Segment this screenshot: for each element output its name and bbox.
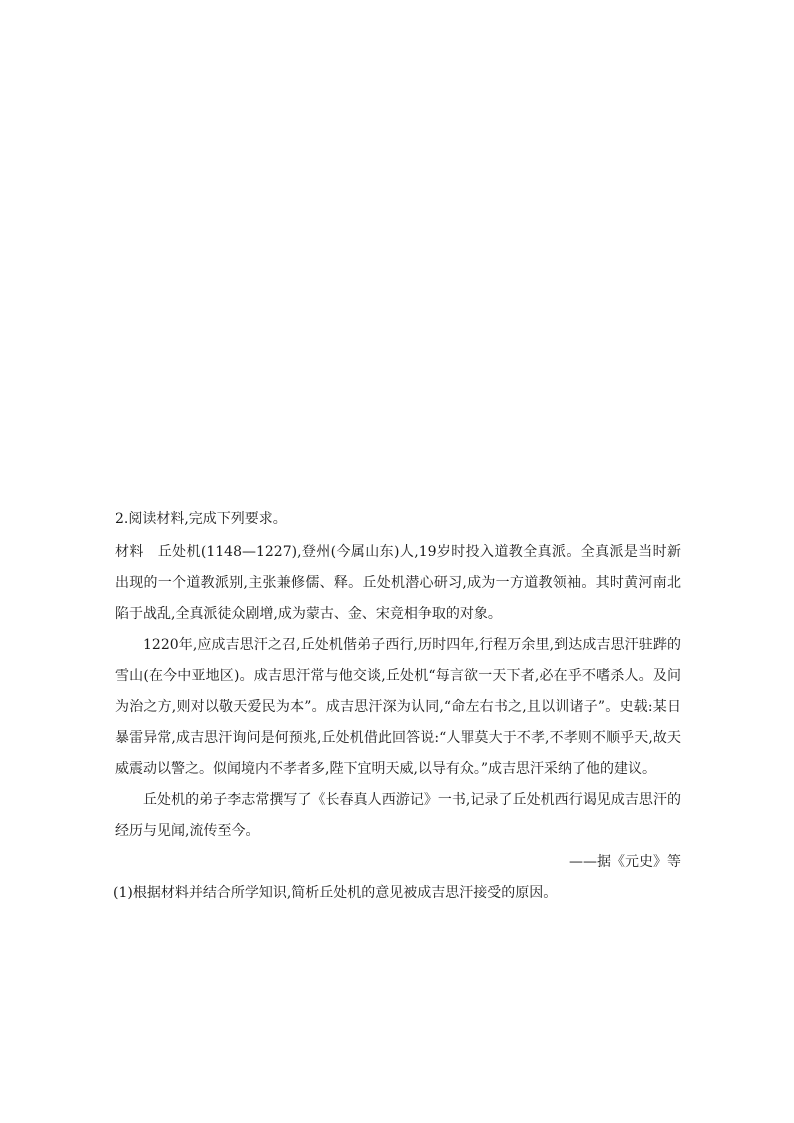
material-paragraph-3: 丘处机的弟子李志常撰写了《长春真人西游记》一书,记录了丘处机西行谒见成吉思汗的经历与见闻,流传至今。 xyxy=(115,792,681,839)
material-label: 材料 xyxy=(115,544,144,560)
question-heading: 2.阅读材料,完成下列要求。 xyxy=(115,511,287,527)
sub-question-1: (1)根据材料并结合所学知识,简析丘处机的意见被成吉思汗接受的原因。 xyxy=(113,885,558,901)
source-citation: ——据《元史》等 xyxy=(569,854,681,870)
material-paragraph-2: 1220年,应成吉思汗之召,丘处机偕弟子西行,历时四年,行程万余里,到达成吉思汗驻跸的雪山(在今中亚地区)。成吉思汗常与他交谈,丘处机“每言欲一天下者,必在乎不嗜杀人。及问为治之方,则对以敬天爱民为本”。成吉思汗深为认同,“命左右书之,且以训诸子”。史载:某日暴雷异常,成吉思汗询问是何预兆,丘处机借此回答说:“人罪莫大于不孝,不孝则不顺乎天,故天威震动以警之。似闻境内不孝者多,陛下宜明天威,以导有众。”成吉思汗采纳了他的建议。 xyxy=(115,637,681,777)
material-text-1: 丘处机(1148—1227),登州(今属山东)人,19岁时投入道教全真派。全真派是当时新出现的一个道教派别,主张兼修儒、释。丘处机潜心研习,成为一方道教领袖。其时黄河南北陷于战乱,全真派徒众剧增,成为蒙古、金、宋竞相争取的对象。 xyxy=(115,544,681,622)
material-paragraph-1 xyxy=(115,537,681,630)
question-block xyxy=(115,507,681,909)
